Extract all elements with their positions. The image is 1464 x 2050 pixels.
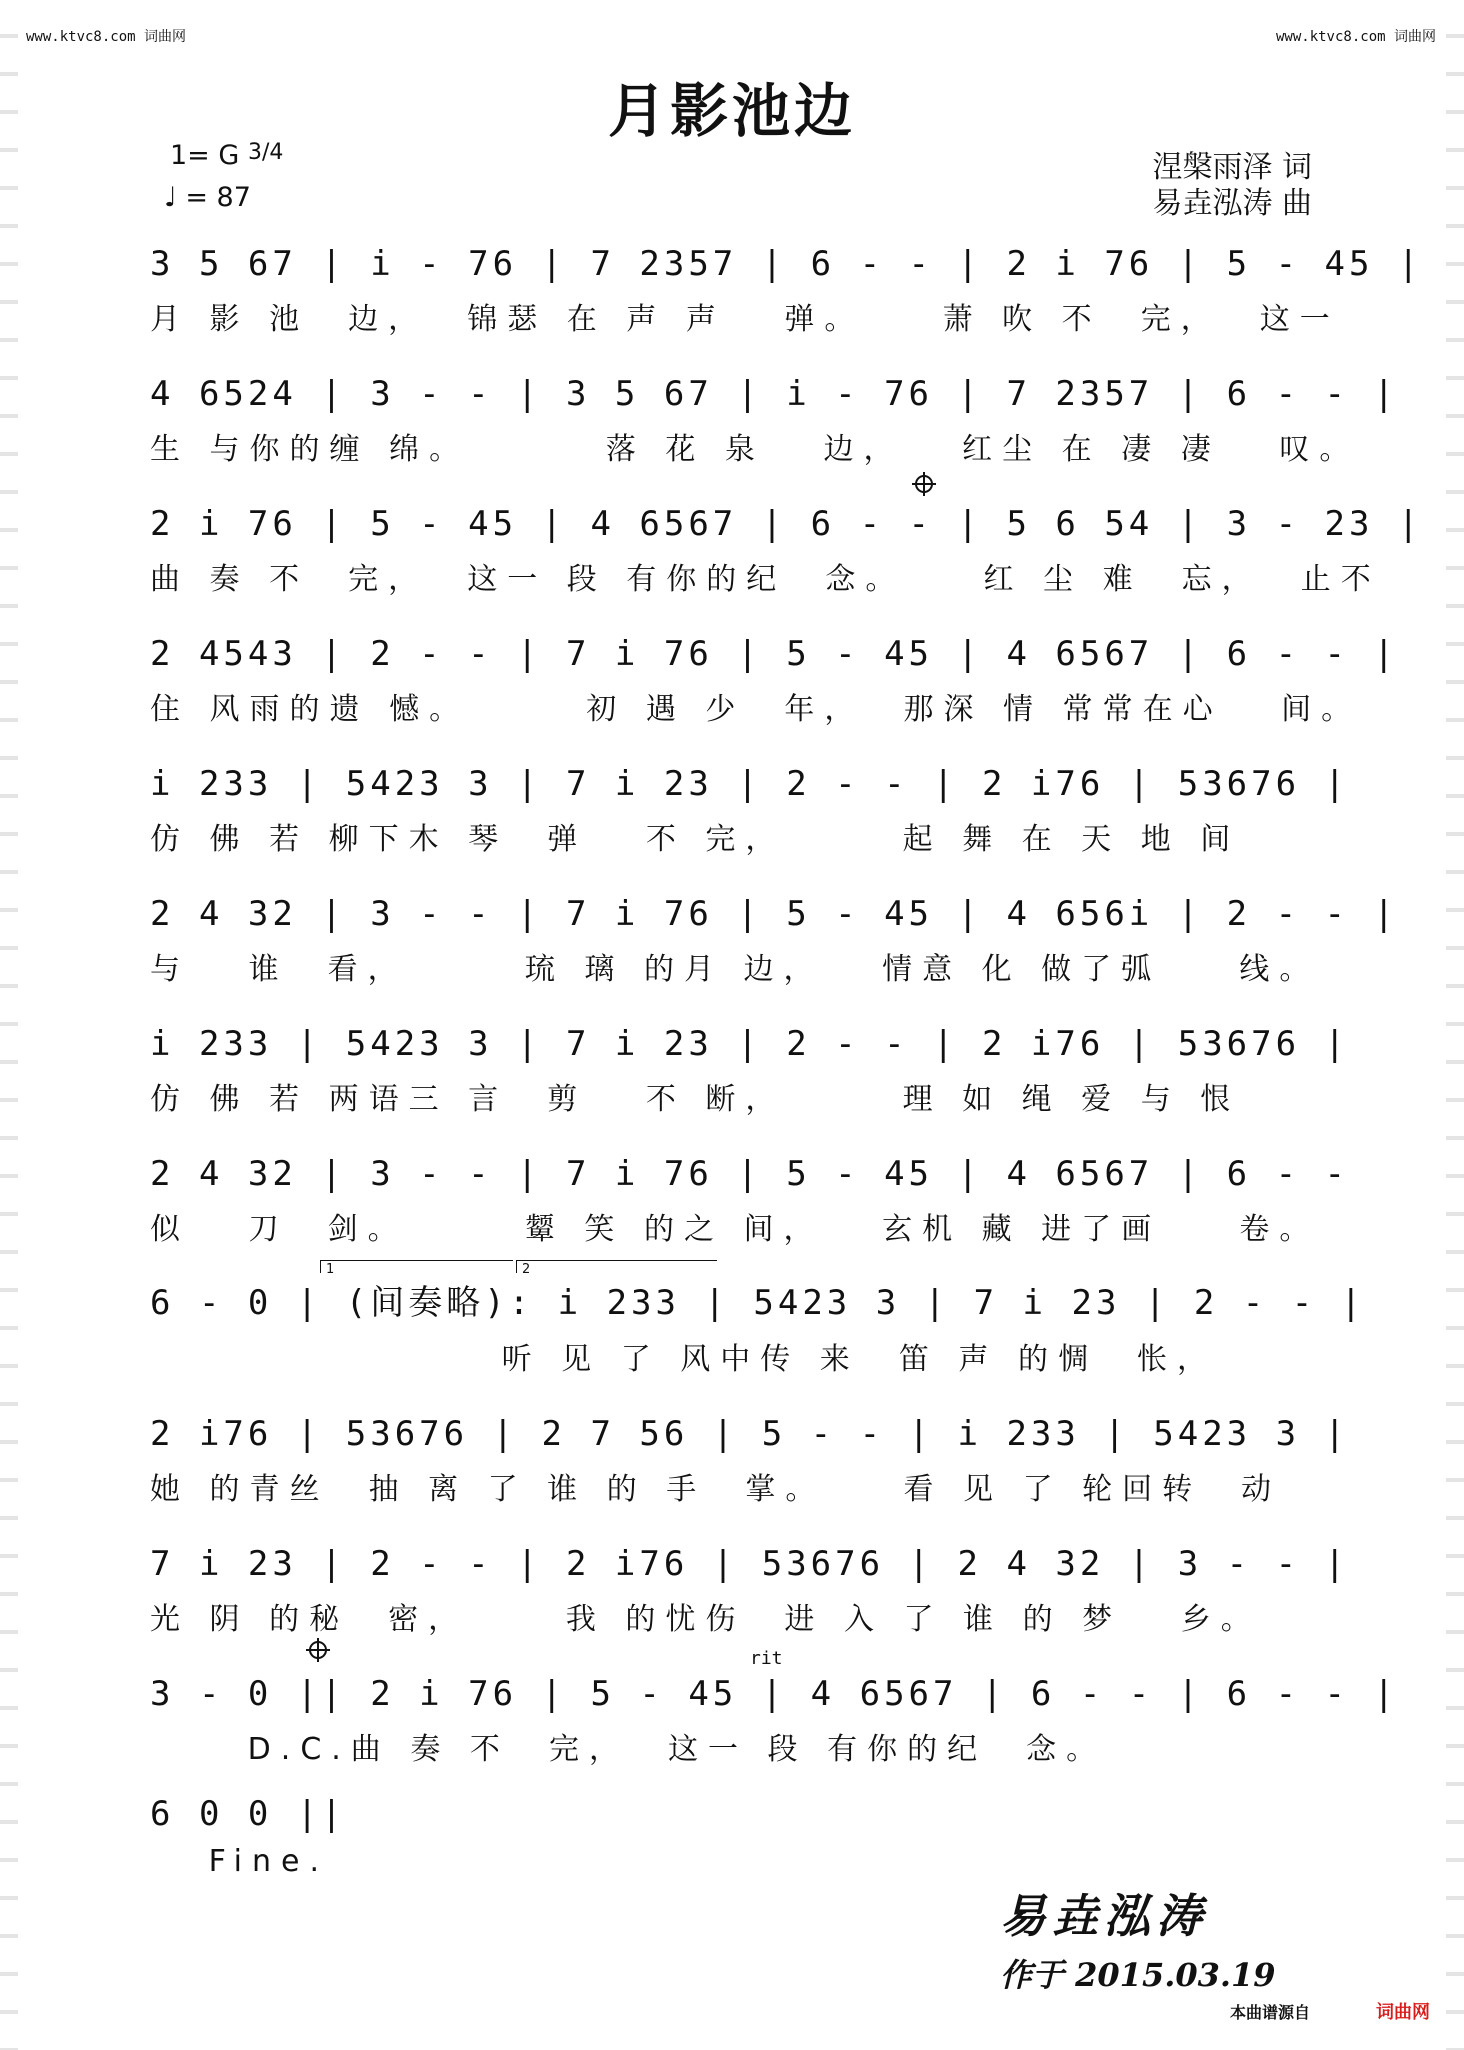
key-signature: 1= G <box>170 140 240 171</box>
tempo-marking: ♩ = 87 <box>164 182 251 213</box>
right-margin-stripe <box>1446 0 1464 2050</box>
notation-line: 6 0 0 || <box>150 1794 346 1834</box>
notation-line: 4 6524 | 3 - - | 3 5 67 | i - 76 | 7 2357 | 6 - - | <box>150 374 1398 414</box>
footer-source-text: 本曲谱源自 <box>1230 2003 1311 2022</box>
lyrics-line: 光 阴 的秘 密， 我 的忧伤 进 入 了 谁 的 梦 乡。 <box>150 1602 1261 1637</box>
lyricist-credit: 涅槃雨泽 词 <box>1152 150 1312 185</box>
signature-date: 作于 2015.03.19 <box>1000 1956 1276 1994</box>
song-title: 月影池边 <box>607 77 856 145</box>
notation-line: 3 5 67 | i - 76 | 7 2357 | 6 - - | 2 i 76 | 5 - 45 | <box>150 244 1423 284</box>
left-margin-stripe <box>0 0 18 2050</box>
lyrics-line: 仿 佛 若 柳下木 琴 弹 不 完， 起 舞 在 天 地 间 <box>150 822 1241 857</box>
volta-1-bracket <box>320 1260 513 1273</box>
lyrics-line: 住 风雨的遗 憾。 初 遇 少 年， 那深 情 常常在心 间。 <box>150 692 1362 727</box>
lyrics-line: 生 与你的缠 绵。 落 花 泉 边， 红尘 在 凄 凄 叹。 <box>150 432 1360 467</box>
lyrics-line: Fine. <box>150 1844 330 1879</box>
notation-line: i 233 | 5423 3 | 7 i 23 | 2 - - | 2 i76 | 53676 | <box>150 764 1350 804</box>
signature-name: 易垚泓涛 <box>1000 1889 1208 1943</box>
lyrics-line: 曲 奏 不 完， 这一 段 有你的纪 念。 红 尘 难 忘， 止不 <box>150 562 1381 597</box>
lyrics-line: 仿 佛 若 两语三 言 剪 不 断， 理 如 绳 爱 与 恨 <box>150 1082 1241 1117</box>
volta-2-label: 2 <box>522 1262 531 1277</box>
lyrics-line: 月 影 池 边， 锦瑟 在 声 声 弹。 萧 吹 不 完， 这一 <box>150 302 1340 337</box>
lyrics-line: 与 谁 看， 琉 璃 的月 边， 情意 化 做了弧 线。 <box>150 952 1320 987</box>
time-signature: 3/4 <box>248 140 284 165</box>
footer-brand-link[interactable]: 词曲网 <box>1376 2002 1430 2023</box>
lyrics-line: 她 的青丝 抽 离 了 谁 的 手 掌。 看 见 了 轮回转 动 <box>150 1472 1282 1507</box>
notation-line: 7 i 23 | 2 - - | 2 i76 | 53676 | 2 4 32 | 3 - - | <box>150 1544 1350 1584</box>
header-left-url[interactable]: www.ktvc8.com 词曲网 <box>26 29 187 45</box>
notation-line: 2 4 32 | 3 - - | 7 i 76 | 5 - 45 | 4 6567 | 6 - - <box>150 1154 1374 1194</box>
notation-line: 2 4 32 | 3 - - | 7 i 76 | 5 - 45 | 4 656i | 2 - - | <box>150 894 1398 934</box>
volta-2-bracket <box>516 1260 717 1273</box>
coda-sign-icon <box>912 472 936 496</box>
notation-line: 2 i 76 | 5 - 45 | 4 6567 | 6 - - | 5 6 54 | 3 - 23 | <box>150 504 1423 544</box>
lyrics-line: 似 刀 剑。 颦 笑 的之 间， 玄机 藏 进了画 卷。 <box>150 1212 1320 1247</box>
composer-credit: 易垚泓涛 曲 <box>1152 186 1312 221</box>
notation-line: 2 i76 | 53676 | 2 7 56 | 5 - - | i 233 | 5423 3 | <box>150 1414 1350 1454</box>
notation-line: 6 - 0 | (间奏略): i 233 | 5423 3 | 7 i 23 | 2 - - | <box>150 1283 1366 1323</box>
notation-line: 3 - 0 || 2 i 76 | 5 - 45 | 4 6567 | 6 - - | 6 - - | <box>150 1674 1398 1714</box>
coda-sign-icon <box>306 1638 330 1662</box>
lyrics-line: 听 见 了 风中传 来 笛 声 的惆 怅， <box>150 1342 1218 1377</box>
rit-marking: rit <box>750 1648 783 1669</box>
header-right-url[interactable]: www.ktvc8.com 词曲网 <box>1275 29 1436 45</box>
volta-1-label: 1 <box>326 1262 335 1277</box>
notation-line: 2 4543 | 2 - - | 7 i 76 | 5 - 45 | 4 6567 | 6 - - | <box>150 634 1398 674</box>
notation-line: i 233 | 5423 3 | 7 i 23 | 2 - - | 2 i76 | 53676 | <box>150 1024 1350 1064</box>
lyrics-line: D.C.曲 奏 不 完， 这一 段 有你的纪 念。 <box>150 1732 1107 1767</box>
